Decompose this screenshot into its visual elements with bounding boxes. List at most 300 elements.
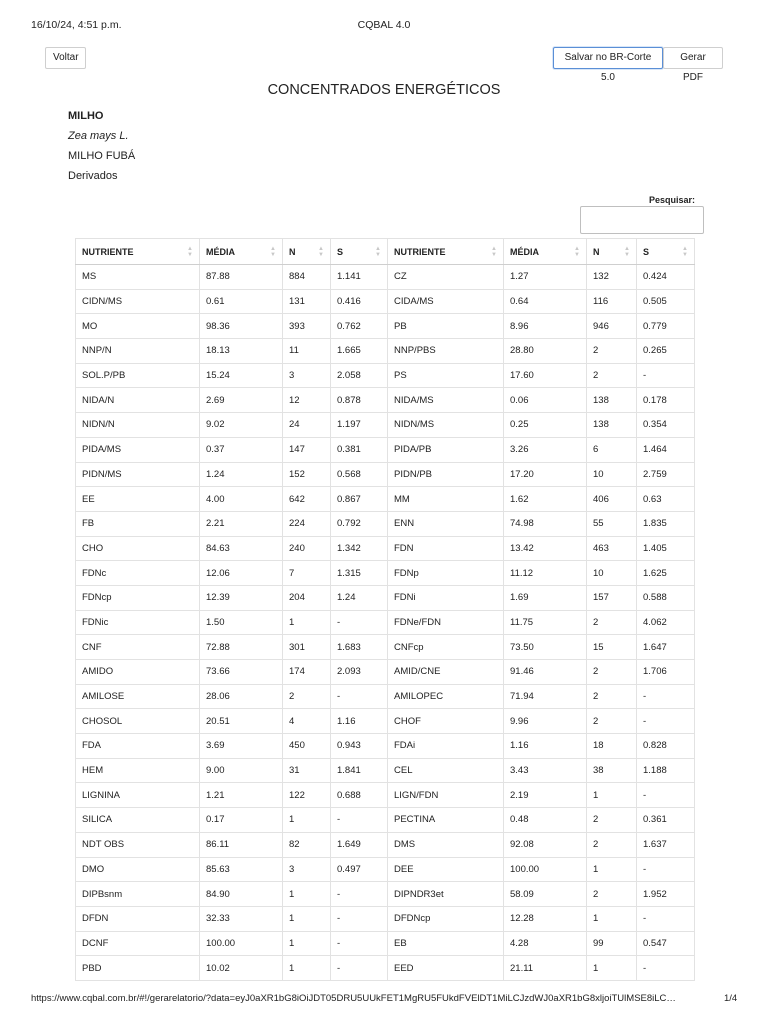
table-cell: CNFcp: [388, 635, 504, 660]
table-row: [76, 882, 695, 907]
table-cell: 1.16: [504, 734, 587, 759]
table-cell: EED: [388, 956, 504, 981]
table-cell: 2: [587, 832, 637, 857]
table-cell: -: [331, 882, 388, 907]
table-cell: SILICA: [76, 808, 200, 833]
table-cell: 0.37: [200, 437, 283, 462]
print-date: 16/10/24, 4:51 p.m.: [31, 19, 122, 31]
food-info: [68, 106, 135, 186]
table-cell: 7: [283, 561, 331, 586]
table-cell: 2: [587, 808, 637, 833]
table-cell: 2.759: [637, 462, 695, 487]
table-cell: 3: [283, 857, 331, 882]
table-cell: FDN: [388, 536, 504, 561]
table-cell: 1: [587, 783, 637, 808]
table-row: [76, 956, 695, 981]
table-cell: 4: [283, 709, 331, 734]
table-cell: PIDN/MS: [76, 462, 200, 487]
table-cell: -: [637, 906, 695, 931]
table-cell: NIDA/N: [76, 388, 200, 413]
table-cell: 1.24: [331, 585, 388, 610]
table-cell: 1.69: [504, 585, 587, 610]
table-cell: 2: [587, 709, 637, 734]
table-cell: 131: [283, 289, 331, 314]
table-body: [76, 265, 695, 981]
table-cell: 28.06: [200, 684, 283, 709]
table-cell: -: [331, 808, 388, 833]
table-cell: 2: [587, 660, 637, 685]
table-cell: 0.354: [637, 413, 695, 438]
table-cell: 3: [283, 363, 331, 388]
table-cell: 1.835: [637, 511, 695, 536]
table-cell: 100.00: [504, 857, 587, 882]
table-row: [76, 684, 695, 709]
table-cell: -: [637, 783, 695, 808]
table-row: [76, 783, 695, 808]
table-cell: 132: [587, 265, 637, 290]
table-cell: 0.828: [637, 734, 695, 759]
sort-arrows-icon: ▲ ▼: [318, 246, 324, 258]
table-cell: 1.197: [331, 413, 388, 438]
table-cell: AMILOSE: [76, 684, 200, 709]
column-header[interactable]: [283, 239, 331, 265]
search-input[interactable]: [580, 206, 704, 234]
table-cell: 1: [283, 610, 331, 635]
table-cell: 2.093: [331, 660, 388, 685]
column-header[interactable]: [331, 239, 388, 265]
table-cell: -: [331, 610, 388, 635]
table-cell: CHOF: [388, 709, 504, 734]
table-cell: 157: [587, 585, 637, 610]
table-cell: 84.90: [200, 882, 283, 907]
table-row: [76, 561, 695, 586]
table-cell: 1.27: [504, 265, 587, 290]
table-cell: PECTINA: [388, 808, 504, 833]
table-cell: 1: [283, 906, 331, 931]
sort-arrows-icon: ▲ ▼: [491, 246, 497, 258]
table-cell: -: [331, 956, 388, 981]
table-cell: 2: [587, 363, 637, 388]
nutrient-table: [75, 238, 695, 981]
table-cell: 0.416: [331, 289, 388, 314]
table-cell: 84.63: [200, 536, 283, 561]
table-cell: 0.61: [200, 289, 283, 314]
table-cell: 0.568: [331, 462, 388, 487]
table-cell: 463: [587, 536, 637, 561]
table-cell: 86.11: [200, 832, 283, 857]
table-cell: LIGN/FDN: [388, 783, 504, 808]
column-header[interactable]: [200, 239, 283, 265]
print-header: [0, 19, 768, 33]
table-cell: 642: [283, 487, 331, 512]
table-cell: AMIDO: [76, 660, 200, 685]
table-cell: PS: [388, 363, 504, 388]
table-cell: 85.63: [200, 857, 283, 882]
table-cell: 2.19: [504, 783, 587, 808]
table-cell: 11: [283, 339, 331, 364]
column-header-label: NUTRIENTE: [394, 246, 446, 257]
back-button[interactable]: Voltar: [45, 47, 86, 69]
table-cell: 152: [283, 462, 331, 487]
table-cell: 406: [587, 487, 637, 512]
table-cell: FDA: [76, 734, 200, 759]
table-cell: 10: [587, 561, 637, 586]
table-cell: ENN: [388, 511, 504, 536]
table-cell: 2: [587, 684, 637, 709]
table-cell: 1.647: [637, 635, 695, 660]
table-cell: 11.75: [504, 610, 587, 635]
table-cell: 13.42: [504, 536, 587, 561]
table-cell: -: [331, 684, 388, 709]
table-cell: FDAi: [388, 734, 504, 759]
table-cell: 12.28: [504, 906, 587, 931]
table-cell: EB: [388, 931, 504, 956]
table-cell: 99: [587, 931, 637, 956]
table-cell: 73.50: [504, 635, 587, 660]
table-cell: FB: [76, 511, 200, 536]
table-cell: PIDN/PB: [388, 462, 504, 487]
table-cell: -: [331, 931, 388, 956]
table-cell: 71.94: [504, 684, 587, 709]
table-cell: 4.00: [200, 487, 283, 512]
table-cell: 0.64: [504, 289, 587, 314]
table-cell: 1.464: [637, 437, 695, 462]
table-cell: DFDN: [76, 906, 200, 931]
table-row: [76, 536, 695, 561]
table-cell: 15.24: [200, 363, 283, 388]
table-cell: 20.51: [200, 709, 283, 734]
table-cell: 0.25: [504, 413, 587, 438]
table-row: [76, 660, 695, 685]
column-header[interactable]: [637, 239, 695, 265]
table-cell: 1.188: [637, 758, 695, 783]
table-cell: 12.06: [200, 561, 283, 586]
table-cell: 24: [283, 413, 331, 438]
table-cell: MM: [388, 487, 504, 512]
column-header[interactable]: [587, 239, 637, 265]
food-category: Derivados: [68, 170, 118, 182]
table-row: [76, 289, 695, 314]
table-row: [76, 265, 695, 290]
print-page-title: CQBAL 4.0: [357, 19, 411, 31]
page-url: https://www.cqbal.com.br/#!/gerarelatorio/?data=eyJ0aXR1bG8iOiJDT05DRU5UUkFET1MgRU5FUkdFVElDT1MiLCJzdWJ0aXR1bG8xljoiTUlMSE8iLC…: [31, 993, 676, 1004]
table-cell: CIDA/MS: [388, 289, 504, 314]
table-cell: 0.06: [504, 388, 587, 413]
table-cell: 3.69: [200, 734, 283, 759]
report-title: CONCENTRADOS ENERGÉTICOS: [267, 82, 501, 98]
table-cell: 2: [587, 339, 637, 364]
column-header[interactable]: [504, 239, 587, 265]
table-cell: PIDA/MS: [76, 437, 200, 462]
table-cell: HEM: [76, 758, 200, 783]
table-row: [76, 462, 695, 487]
table-cell: LIGNINA: [76, 783, 200, 808]
table-cell: 6: [587, 437, 637, 462]
table-cell: 1.665: [331, 339, 388, 364]
column-header-label: S: [337, 246, 344, 257]
table-cell: 0.792: [331, 511, 388, 536]
table-cell: 4.28: [504, 931, 587, 956]
table-cell: 393: [283, 314, 331, 339]
table-row: [76, 808, 695, 833]
table-cell: 0.867: [331, 487, 388, 512]
table-cell: 12.39: [200, 585, 283, 610]
table-cell: NNP/PBS: [388, 339, 504, 364]
column-header-label: NUTRIENTE: [82, 246, 134, 257]
table-cell: CNF: [76, 635, 200, 660]
table-cell: 2: [587, 610, 637, 635]
table-cell: FDNp: [388, 561, 504, 586]
sort-arrows-icon: ▲ ▼: [187, 246, 193, 258]
table-cell: 17.60: [504, 363, 587, 388]
table-cell: 32.33: [200, 906, 283, 931]
table-cell: 1.315: [331, 561, 388, 586]
table-cell: 204: [283, 585, 331, 610]
table-cell: 0.547: [637, 931, 695, 956]
table-row: [76, 363, 695, 388]
table-cell: 1: [283, 956, 331, 981]
table-row: [76, 709, 695, 734]
table-cell: 224: [283, 511, 331, 536]
generate-pdf-button[interactable]: Gerar PDF: [663, 47, 723, 69]
table-row: [76, 511, 695, 536]
table-row: [76, 487, 695, 512]
table-cell: 946: [587, 314, 637, 339]
table-cell: 31: [283, 758, 331, 783]
table-cell: MO: [76, 314, 200, 339]
table-cell: 0.588: [637, 585, 695, 610]
sort-arrows-icon: ▲ ▼: [270, 246, 276, 258]
table-cell: 122: [283, 783, 331, 808]
column-header[interactable]: [388, 239, 504, 265]
table-cell: 2.058: [331, 363, 388, 388]
table-cell: 10: [587, 462, 637, 487]
table-cell: DIPNDR3et: [388, 882, 504, 907]
table-cell: DMO: [76, 857, 200, 882]
print-footer: [0, 993, 768, 1007]
table-cell: EE: [76, 487, 200, 512]
table-cell: PB: [388, 314, 504, 339]
table-cell: CIDN/MS: [76, 289, 200, 314]
table-header-row: [76, 239, 695, 265]
table-cell: 138: [587, 388, 637, 413]
table-cell: 1.21: [200, 783, 283, 808]
table-cell: 1.683: [331, 635, 388, 660]
table-cell: 55: [587, 511, 637, 536]
table-cell: 73.66: [200, 660, 283, 685]
table-cell: 10.02: [200, 956, 283, 981]
table-cell: 15: [587, 635, 637, 660]
table-cell: 12: [283, 388, 331, 413]
table-cell: CEL: [388, 758, 504, 783]
column-header-label: N: [593, 246, 600, 257]
table-cell: NIDN/MS: [388, 413, 504, 438]
table-cell: -: [637, 363, 695, 388]
table-cell: FDNc: [76, 561, 200, 586]
table-cell: 0.505: [637, 289, 695, 314]
table-cell: 116: [587, 289, 637, 314]
table-cell: 0.48: [504, 808, 587, 833]
table-cell: 0.688: [331, 783, 388, 808]
table-cell: NDT OBS: [76, 832, 200, 857]
sort-arrows-icon: ▲ ▼: [624, 246, 630, 258]
table-cell: 2.69: [200, 388, 283, 413]
table-cell: 74.98: [504, 511, 587, 536]
save-br-corte-button[interactable]: Salvar no BR-Corte 5.0: [553, 47, 663, 69]
table-cell: NNP/N: [76, 339, 200, 364]
table-cell: 2.21: [200, 511, 283, 536]
table-row: [76, 339, 695, 364]
table-cell: PBD: [76, 956, 200, 981]
table-cell: 91.46: [504, 660, 587, 685]
table-cell: 17.20: [504, 462, 587, 487]
table-cell: 1: [283, 808, 331, 833]
table-cell: AMID/CNE: [388, 660, 504, 685]
table-cell: -: [637, 684, 695, 709]
table-cell: PIDA/PB: [388, 437, 504, 462]
table-cell: 240: [283, 536, 331, 561]
table-row: [76, 758, 695, 783]
table-cell: 3.26: [504, 437, 587, 462]
table-cell: 1: [587, 906, 637, 931]
table-cell: 1.50: [200, 610, 283, 635]
table-cell: DMS: [388, 832, 504, 857]
table-cell: 0.878: [331, 388, 388, 413]
food-name: MILHO: [68, 110, 104, 122]
table-cell: 0.178: [637, 388, 695, 413]
table-cell: 1: [587, 857, 637, 882]
table-cell: 9.00: [200, 758, 283, 783]
table-cell: 0.762: [331, 314, 388, 339]
column-header-label: S: [643, 246, 650, 257]
sort-arrows-icon: ▲ ▼: [375, 246, 381, 258]
table-row: [76, 388, 695, 413]
table-cell: -: [331, 906, 388, 931]
table-cell: 0.943: [331, 734, 388, 759]
table-row: [76, 314, 695, 339]
table-cell: 0.265: [637, 339, 695, 364]
table-cell: DEE: [388, 857, 504, 882]
table-row: [76, 832, 695, 857]
table-cell: 3.43: [504, 758, 587, 783]
table-cell: 0.381: [331, 437, 388, 462]
table-cell: 82: [283, 832, 331, 857]
table-cell: NIDN/N: [76, 413, 200, 438]
table-cell: -: [637, 709, 695, 734]
table-cell: 1.841: [331, 758, 388, 783]
table-cell: 9.02: [200, 413, 283, 438]
table-cell: 2: [283, 684, 331, 709]
sort-arrows-icon: ▲ ▼: [574, 246, 580, 258]
table-cell: -: [637, 857, 695, 882]
table-cell: 0.779: [637, 314, 695, 339]
table-row: [76, 635, 695, 660]
table-cell: CHO: [76, 536, 200, 561]
sort-arrows-icon: ▲ ▼: [682, 246, 688, 258]
table-cell: 301: [283, 635, 331, 660]
table-cell: DFDNcp: [388, 906, 504, 931]
table-cell: AMILOPEC: [388, 684, 504, 709]
table-cell: 1.637: [637, 832, 695, 857]
table-cell: 98.36: [200, 314, 283, 339]
table-cell: 0.497: [331, 857, 388, 882]
search-label: Pesquisar:: [648, 195, 695, 205]
table-cell: FDNic: [76, 610, 200, 635]
table-cell: CZ: [388, 265, 504, 290]
table-cell: 100.00: [200, 931, 283, 956]
table-cell: 38: [587, 758, 637, 783]
table-row: [76, 610, 695, 635]
table-cell: 1.952: [637, 882, 695, 907]
table-cell: 1.24: [200, 462, 283, 487]
table-cell: 0.17: [200, 808, 283, 833]
page-number: 1/4: [724, 993, 738, 1004]
table-cell: 58.09: [504, 882, 587, 907]
table-cell: 1: [587, 956, 637, 981]
table-cell: FDNe/FDN: [388, 610, 504, 635]
table-cell: NIDA/MS: [388, 388, 504, 413]
table-cell: 18.13: [200, 339, 283, 364]
table-cell: 8.96: [504, 314, 587, 339]
table-cell: CHOSOL: [76, 709, 200, 734]
column-header-label: MÉDIA: [510, 246, 539, 257]
table-cell: FDNcp: [76, 585, 200, 610]
table-row: [76, 437, 695, 462]
table-cell: 87.88: [200, 265, 283, 290]
table-row: [76, 413, 695, 438]
table-cell: 1.141: [331, 265, 388, 290]
table-cell: 21.11: [504, 956, 587, 981]
column-header[interactable]: [76, 239, 200, 265]
table-cell: 1.706: [637, 660, 695, 685]
table-cell: 72.88: [200, 635, 283, 660]
table-cell: 1.649: [331, 832, 388, 857]
table-cell: -: [637, 956, 695, 981]
table-row: [76, 857, 695, 882]
table-cell: 147: [283, 437, 331, 462]
table-row: [76, 585, 695, 610]
table-row: [76, 931, 695, 956]
table-cell: 18: [587, 734, 637, 759]
table-cell: 1: [283, 931, 331, 956]
table-cell: 1.16: [331, 709, 388, 734]
table-cell: 450: [283, 734, 331, 759]
column-header-label: N: [289, 246, 296, 257]
table-cell: 1.405: [637, 536, 695, 561]
table-row: [76, 734, 695, 759]
table-cell: DCNF: [76, 931, 200, 956]
table-cell: MS: [76, 265, 200, 290]
table-cell: 174: [283, 660, 331, 685]
table-cell: 2: [587, 882, 637, 907]
food-variety: MILHO FUBÁ: [68, 150, 136, 162]
table-cell: 28.80: [504, 339, 587, 364]
scientific-name: Zea mays L.: [68, 130, 129, 142]
table-cell: 11.12: [504, 561, 587, 586]
table-cell: 0.63: [637, 487, 695, 512]
table-cell: 92.08: [504, 832, 587, 857]
table-cell: DIPBsnm: [76, 882, 200, 907]
table-cell: FDNi: [388, 585, 504, 610]
table-row: [76, 906, 695, 931]
table-cell: SOL.P/PB: [76, 363, 200, 388]
table-cell: 138: [587, 413, 637, 438]
table-cell: 884: [283, 265, 331, 290]
column-header-label: MÉDIA: [206, 246, 235, 257]
table-cell: 1.342: [331, 536, 388, 561]
table-cell: 9.96: [504, 709, 587, 734]
table-cell: 1: [283, 882, 331, 907]
